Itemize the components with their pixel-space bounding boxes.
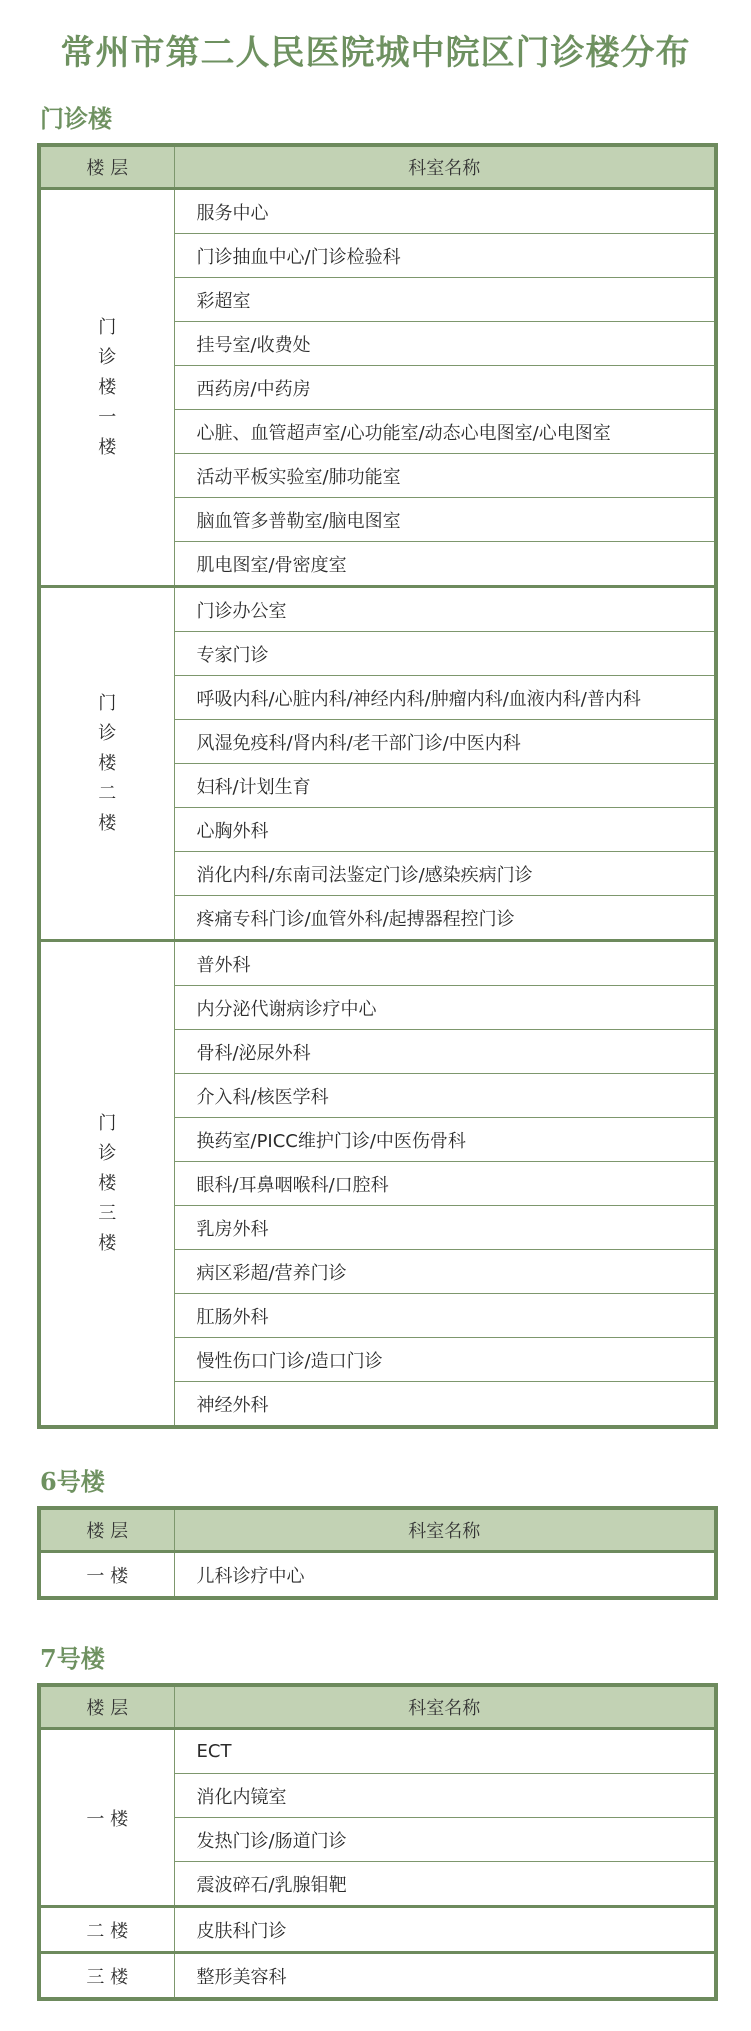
floor-label: 一 楼 (39, 1729, 174, 1907)
dept-name: 脑血管多普勒室/脑电图室 (174, 498, 716, 542)
section-title-outpatient: 门诊楼 (40, 104, 112, 133)
dept-name: 肌电图室/骨密度室 (174, 542, 716, 587)
table-row (39, 587, 716, 632)
table-row (39, 941, 716, 986)
dept-name: 发热门诊/肠道门诊 (174, 1818, 716, 1862)
header-dept: 科室名称 (174, 1508, 716, 1552)
dept-name: 骨科/泌尿外科 (174, 1030, 716, 1074)
dept-name: 疼痛专科门诊/血管外科/起搏器程控门诊 (174, 896, 716, 941)
dept-name: 普外科 (174, 941, 716, 986)
table-body (39, 1552, 716, 1599)
dept-name: 门诊办公室 (174, 587, 716, 632)
header-dept: 科室名称 (174, 1685, 716, 1729)
table-body (39, 1729, 716, 2000)
floor-label-text: 门诊楼一楼 (98, 316, 117, 458)
floor-label-text: 门诊楼二楼 (98, 692, 117, 834)
dept-name: 妇科/计划生育 (174, 764, 716, 808)
dept-name: 儿科诊疗中心 (174, 1552, 716, 1599)
dept-name: ECT (174, 1729, 716, 1774)
page-title: 常州市第二人民医院城中院区门诊楼分布 (60, 33, 691, 73)
dept-name: 心胸外科 (174, 808, 716, 852)
dept-name: 心脏、血管超声室/心功能室/动态心电图室/心电图室 (174, 410, 716, 454)
dept-name: 挂号室/收费处 (174, 322, 716, 366)
dept-name: 肛肠外科 (174, 1294, 716, 1338)
dept-name: 风湿免疫科/肾内科/老干部门诊/中医内科 (174, 720, 716, 764)
header-floor: 楼 层 (39, 1508, 174, 1552)
dept-name: 换药室/PICC维护门诊/中医伤骨科 (174, 1118, 716, 1162)
floor-label (39, 587, 174, 941)
dept-name: 慢性伤口门诊/造口门诊 (174, 1338, 716, 1382)
dept-name: 震波碎石/乳腺钼靶 (174, 1862, 716, 1907)
dept-name: 门诊抽血中心/门诊检验科 (174, 234, 716, 278)
dept-name: 彩超室 (174, 278, 716, 322)
table-building-7 (37, 1683, 718, 2001)
dept-name: 神经外科 (174, 1382, 716, 1428)
dept-name: 内分泌代谢病诊疗中心 (174, 986, 716, 1030)
table-building-6 (37, 1506, 718, 1600)
dept-name: 活动平板实验室/肺功能室 (174, 454, 716, 498)
dept-name: 呼吸内科/心脏内科/神经内科/肿瘤内科/血液内科/普内科 (174, 676, 716, 720)
floor-label (39, 941, 174, 1428)
table-row (39, 1729, 716, 1774)
floor-label: 三 楼 (39, 1953, 174, 2000)
section-title-building-7: 7号楼 (40, 1644, 105, 1673)
table-header-row (39, 145, 716, 189)
section-title-building-6: 6号楼 (40, 1467, 105, 1496)
dept-name: 皮肤科门诊 (174, 1907, 716, 1953)
floor-label: 一 楼 (39, 1552, 174, 1599)
floor-label (39, 189, 174, 587)
header-floor: 楼 层 (39, 145, 174, 189)
table-body (39, 189, 716, 1428)
table-header-row (39, 1685, 716, 1729)
dept-name: 病区彩超/营养门诊 (174, 1250, 716, 1294)
table-header-row (39, 1508, 716, 1552)
table-row (39, 1953, 716, 2000)
dept-name: 消化内镜室 (174, 1774, 716, 1818)
dept-name: 消化内科/东南司法鉴定门诊/感染疾病门诊 (174, 852, 716, 896)
table-row (39, 1907, 716, 1953)
floor-label: 二 楼 (39, 1907, 174, 1953)
table-outpatient-building (37, 143, 718, 1429)
table-row (39, 189, 716, 234)
floor-label-text: 门诊楼三楼 (98, 1112, 117, 1254)
header-dept: 科室名称 (174, 145, 716, 189)
dept-name: 西药房/中药房 (174, 366, 716, 410)
dept-name: 服务中心 (174, 189, 716, 234)
dept-name: 眼科/耳鼻咽喉科/口腔科 (174, 1162, 716, 1206)
dept-name: 整形美容科 (174, 1953, 716, 2000)
dept-name: 专家门诊 (174, 632, 716, 676)
dept-name: 乳房外科 (174, 1206, 716, 1250)
header-floor: 楼 层 (39, 1685, 174, 1729)
table-row (39, 1552, 716, 1599)
dept-name: 介入科/核医学科 (174, 1074, 716, 1118)
